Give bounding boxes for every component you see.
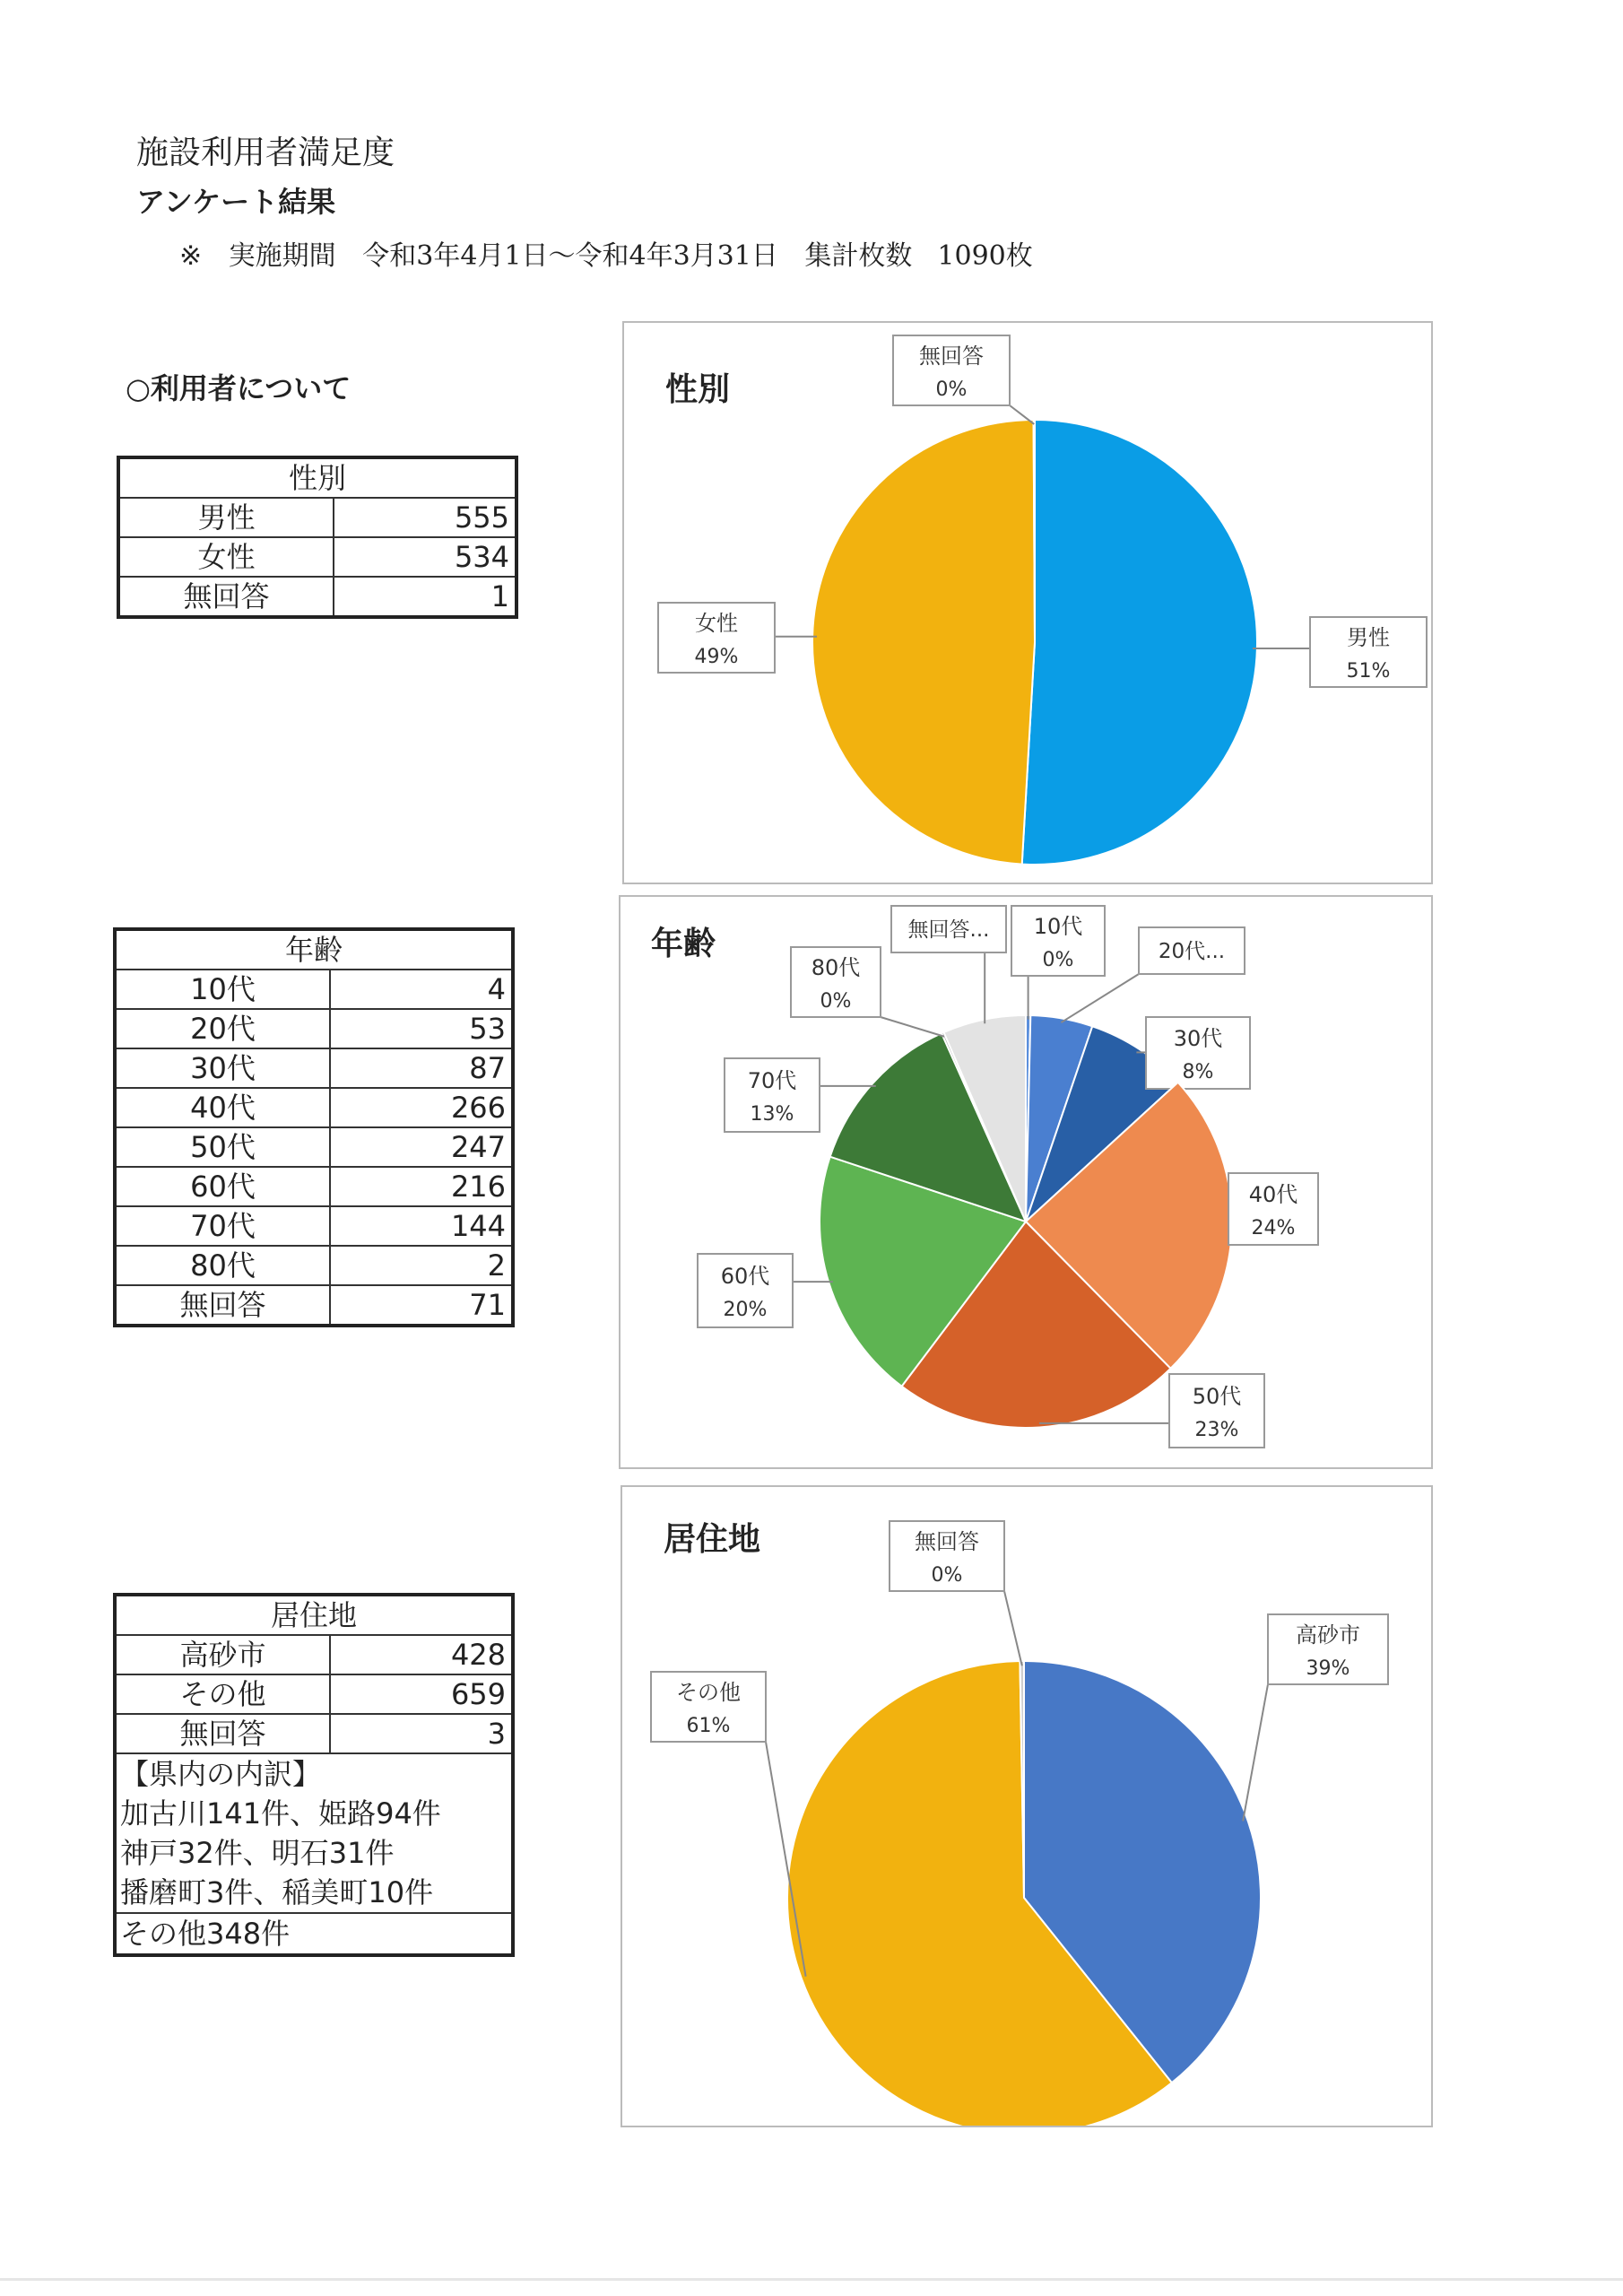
- row-label: 40代: [115, 1088, 330, 1127]
- table-row: [115, 1048, 513, 1088]
- leader-line: [1061, 974, 1139, 1022]
- row-value: 428: [330, 1635, 513, 1674]
- residence-chart-title: 居住地: [664, 1521, 761, 1558]
- row-label: 男性: [118, 498, 334, 537]
- data-label-category: 40代: [1248, 1182, 1298, 1207]
- period-range: 令和3年4月1日～令和4年3月31日: [362, 240, 778, 272]
- survey-period: [179, 233, 1051, 273]
- residence-pie-chart: [622, 1487, 1431, 2126]
- data-label-category: 無回答: [915, 1529, 979, 1554]
- data-label-category: 無回答: [919, 344, 984, 369]
- period-label: 実施期間: [228, 240, 336, 272]
- row-label: 50代: [115, 1127, 330, 1167]
- row-label: 無回答: [115, 1714, 330, 1753]
- data-label-percent: 0%: [935, 378, 968, 401]
- row-label: その他: [115, 1674, 330, 1714]
- age-table-header: 年齢: [115, 929, 513, 970]
- data-label-truncated: 20代...: [1158, 940, 1226, 963]
- data-label-category: 70代: [747, 1068, 797, 1093]
- data-label-percent: 0%: [931, 1564, 963, 1587]
- residence-note: 【県内の内訳】: [115, 1753, 513, 1794]
- table-row: [115, 1167, 513, 1206]
- residence-note: 播磨町3件、稲美町10件: [115, 1873, 513, 1913]
- gender-table-header: 性別: [118, 457, 516, 498]
- row-value: 534: [334, 537, 516, 577]
- row-value: 555: [334, 498, 516, 537]
- table-row: [115, 970, 513, 1009]
- row-label: 30代: [115, 1048, 330, 1088]
- data-label-percent: 61%: [686, 1715, 731, 1737]
- page-title: 施設利用者満足度: [136, 135, 395, 171]
- data-label-percent: 39%: [1306, 1657, 1350, 1680]
- row-value: 216: [330, 1167, 513, 1206]
- leader-line: [1004, 1591, 1022, 1665]
- residence-note: 神戸32件、明石31件: [115, 1833, 513, 1873]
- footer-divider: [0, 2278, 1623, 2281]
- period-mark: ※: [179, 240, 203, 272]
- page-subtitle: アンケート結果: [136, 185, 336, 219]
- gender-pie-chart: [624, 323, 1431, 883]
- table-row: [115, 1714, 513, 1753]
- table-row: [115, 1009, 513, 1048]
- row-label: 70代: [115, 1206, 330, 1246]
- residence-chart-box: [621, 1485, 1433, 2127]
- row-value: 3: [330, 1714, 513, 1753]
- age-chart-box: [619, 895, 1433, 1469]
- row-value: 71: [330, 1285, 513, 1326]
- table-row: [115, 1674, 513, 1714]
- data-label-percent: 51%: [1346, 660, 1391, 683]
- row-label: 高砂市: [115, 1635, 330, 1674]
- data-label-category: 30代: [1173, 1026, 1223, 1051]
- row-label: 80代: [115, 1246, 330, 1285]
- residence-table: [113, 1593, 515, 1957]
- data-label-category: 女性: [695, 611, 738, 636]
- row-label: 60代: [115, 1167, 330, 1206]
- age-pie-chart: [621, 897, 1431, 1467]
- data-label-percent: 23%: [1194, 1419, 1239, 1441]
- age-chart-title: 年齢: [651, 926, 716, 962]
- row-value: 247: [330, 1127, 513, 1167]
- leader-line: [1243, 1684, 1268, 1821]
- data-label-category: 50代: [1192, 1384, 1242, 1409]
- data-label-percent: 20%: [723, 1299, 768, 1321]
- row-label: 10代: [115, 970, 330, 1009]
- residence-note-footer: その他348件: [115, 1913, 513, 1955]
- row-value: 659: [330, 1674, 513, 1714]
- data-label-category: その他: [676, 1680, 741, 1705]
- residence-note: 加古川141件、姫路94件: [115, 1794, 513, 1833]
- data-label-category: 60代: [720, 1264, 770, 1289]
- row-value: 1: [334, 577, 516, 617]
- data-label-percent: 13%: [750, 1103, 794, 1126]
- residence-table-header: 居住地: [115, 1595, 513, 1635]
- data-label-percent: 49%: [694, 646, 739, 668]
- leader-line: [881, 1017, 944, 1037]
- row-value: 4: [330, 970, 513, 1009]
- row-value: 2: [330, 1246, 513, 1285]
- table-row: [118, 537, 516, 577]
- data-label-category: 10代: [1033, 914, 1083, 939]
- data-label-percent: 0%: [820, 990, 852, 1013]
- table-row: [115, 1206, 513, 1246]
- table-row: [115, 1246, 513, 1285]
- row-value: 144: [330, 1206, 513, 1246]
- table-row: [115, 1088, 513, 1127]
- data-label-percent: 0%: [1042, 949, 1074, 971]
- data-label-category: 80代: [811, 955, 861, 980]
- table-row: [115, 1127, 513, 1167]
- row-label: 女性: [118, 537, 334, 577]
- row-label: 無回答: [115, 1285, 330, 1326]
- count-label: 集計枚数: [804, 240, 913, 272]
- row-label: 20代: [115, 1009, 330, 1048]
- row-value: 87: [330, 1048, 513, 1088]
- data-label-percent: 24%: [1251, 1217, 1296, 1239]
- table-row: [115, 1285, 513, 1326]
- table-row: [115, 1635, 513, 1674]
- pie-slice-0: [1022, 420, 1257, 865]
- data-label-category: 男性: [1347, 625, 1390, 650]
- data-label-category: 高砂市: [1296, 1622, 1360, 1648]
- gender-chart-title: 性別: [665, 371, 731, 408]
- row-value: 53: [330, 1009, 513, 1048]
- table-row: [118, 498, 516, 537]
- count-value: 1090枚: [937, 240, 1033, 272]
- gender-chart-box: [622, 321, 1433, 884]
- age-table: [113, 927, 515, 1327]
- table-row: [118, 577, 516, 617]
- gender-table: [117, 456, 518, 619]
- pie-slice-1: [812, 420, 1035, 865]
- row-label: 無回答: [118, 577, 334, 617]
- section-heading: ○利用者について: [126, 371, 352, 405]
- data-label-truncated: 無回答...: [907, 918, 990, 942]
- data-label-percent: 8%: [1182, 1061, 1214, 1083]
- row-value: 266: [330, 1088, 513, 1127]
